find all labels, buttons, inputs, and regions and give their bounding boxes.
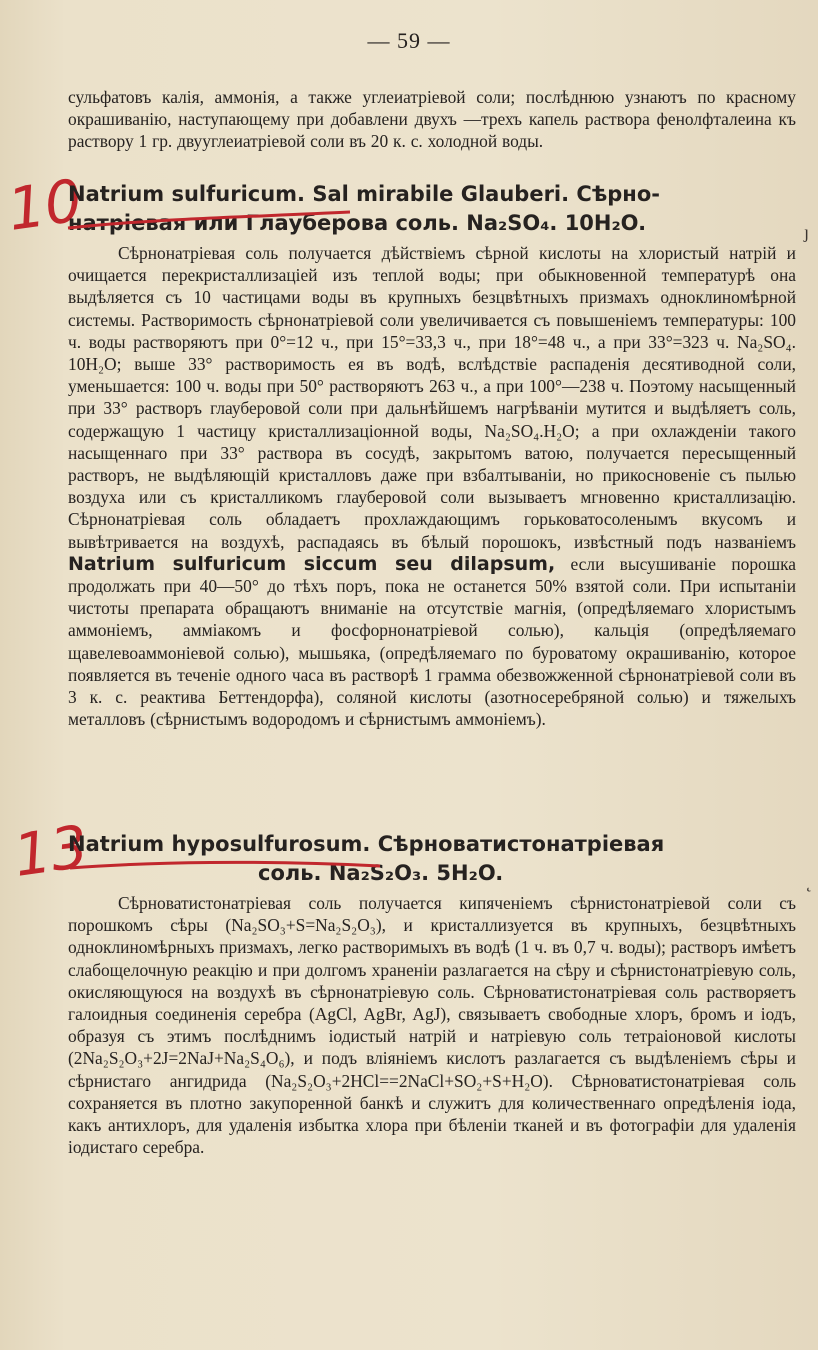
heading-line-2: натріевая или Глауберова соль. Na₂SO₄. 10H₂O. (68, 211, 647, 235)
margin-tick-mark: ˛ (806, 872, 812, 892)
red-pencil-underline-2 (60, 852, 390, 892)
heading-line-2: соль. Na₂S₂O₃. 5H₂O. (258, 861, 504, 885)
margin-number-10: 10 (3, 166, 87, 244)
section-body: Сѣрноватистонатріевая соль получается кипяченіемъ сѣрнистонатріевой соли съ порошкомъ сѣры (Na₂SO₃+S=Na₂S₂O₃), и кристаллизуется въ крупныхъ, безцвѣтныхъ одноклиномѣрныхъ призмахъ, легко растворимыхъ въ водѣ (1 ч. въ 0,7 ч. воды); растворъ имѣетъ слабощелочную реакцію и при долгомъ храненіи разлагается на сѣру и сѣрнистонатріевую соль, окисляющуюся на воздухѣ въ сѣрнонатріевую соль. Сѣрноватистонатріевая соль растворяетъ галоидныя соединенія серебра (AgCl, AgBr, AgJ), связываетъ свободные хлоръ, бромъ и іодъ, образуя съ этимъ послѣднимъ іодистый натрій и натріевую соль тетраіоновой кислоты (2Na₂S₂O₃+2J=2NaJ+Na₂S₄O₆), и подъ вліяніемъ кислотъ разлагается съ выдѣленіемъ сѣры и сѣрнистаго ангидрида (Na₂S₂O₃+2HCl==2NaCl+SO₂+S+H₂O). Сѣрноватистонатріевая соль сохраняется въ плотно закупоренной банкѣ и служитъ для количественнаго опредѣленія іода, какъ антихлоръ, для удаленія избытка хлора при бѣленіи тканей и въ фотографіи для удаленія іодистаго серебра. (68, 893, 796, 1158)
section-body (68, 242, 796, 730)
intro-block (68, 86, 796, 153)
body-part-1: Сѣрнонатріевая соль получается дѣйствіемъ сѣрной кислоты на хлористый натрій и очищается перекристаллизаціей изъ теплой воды; при обыкновенной температурѣ она выдѣляется съ 10 частицами воды въ крупныхъ безцвѣтныхъ призмахъ одноклиномѣрной системы. Растворимость сѣрнонатріевой соли увеличивается съ повышеніемъ температуры: 100 ч. воды растворяютъ при 0°=12 ч., при 15°=33,3 ч., при 18°=48 ч., а при 33°=323 ч. Na₂SO₄. 10H₂O; выше 33° растворимость ея въ водѣ, вслѣдствіе распаденія десятиводной соли, уменьшается: 100 ч. воды при 50° растворяютъ 263 ч., а при 100°—238 ч. Поэтому насыщенный при 33° растворъ глауберовой соли при дальнѣйшемъ нагрѣваніи мутится и выдѣляетъ соль, содержащую 1 частицу кристаллизаціонной воды, Na₂SO₄.H₂O; а при охлажденіи такого насыщеннаго при 33° раствора въ сосудѣ, закрытомъ ватою, получается пересыщенный растворъ, не выдѣляющій кристалловъ даже при взбалтываніи, но прикосновеніе съ пылью воздуха или съ кристалликомъ глауберовой соли вызываетъ мгновенно кристаллизацію. Сѣрнонатріевая соль обладаетъ прохлаждающимъ горьковатосоленымъ вкусомъ и вывѣтривается на воздухѣ, распадаясь въ бѣлый порошокъ, извѣстный подъ названіемъ (68, 243, 796, 552)
intro-paragraph: сульфатовъ калія, аммонія, а также углеиатріевой соли; послѣднюю узнаютъ по красному окрашиванію, наступающему при добавлени двухъ —трехъ капель раствора фенолфталеина къ раствору 1 гр. двууглеиатріевой соли въ 20 к. с. холодной воды. (68, 87, 796, 152)
section-natrium-sulfuricum (68, 180, 796, 730)
red-pencil-underline-1 (60, 200, 360, 240)
page-number: — 59 — (367, 28, 451, 53)
margin-number-13: 13 (9, 812, 93, 890)
inline-latin-name: Natrium sulfuricum siccum seu dilapsum, (68, 552, 556, 575)
heading-line-1: Natrium sulfuricum. Sal mirabile Glauberi. Сѣрно- (68, 182, 660, 206)
margin-tick-mark: ȷ (804, 222, 810, 242)
body-part-2: если высушиваніе порошка продолжать при 40—50° до тѣхъ поръ, пока не останется 50% взятой соли. При испытаніи чистоты препарата обращаютъ вниманіе на отсутствіе магнія, (опредѣляемаго хлористымъ аммоніемъ, амміакомъ и фосфорнонатріевой солью), кальція (опредѣляемаго щавелевоаммоніевой солью), мышьяка, (опредѣляемаго по буроватому окрашиванію, которое появляется въ теченіе одного часа въ растворѣ 1 грамма обезвожженной сѣрнонатріевой соли въ 3 к. с. реактива Беттендорфа), соляной кислоты (азотносеребряной солью) и тяжелыхъ металловъ (сѣрнистымъ водородомъ и сѣрнистымъ аммоніемъ). (68, 553, 797, 730)
heading-line-1: Natrium hyposulfurosum. Сѣрноватистонатріевая (68, 832, 665, 856)
